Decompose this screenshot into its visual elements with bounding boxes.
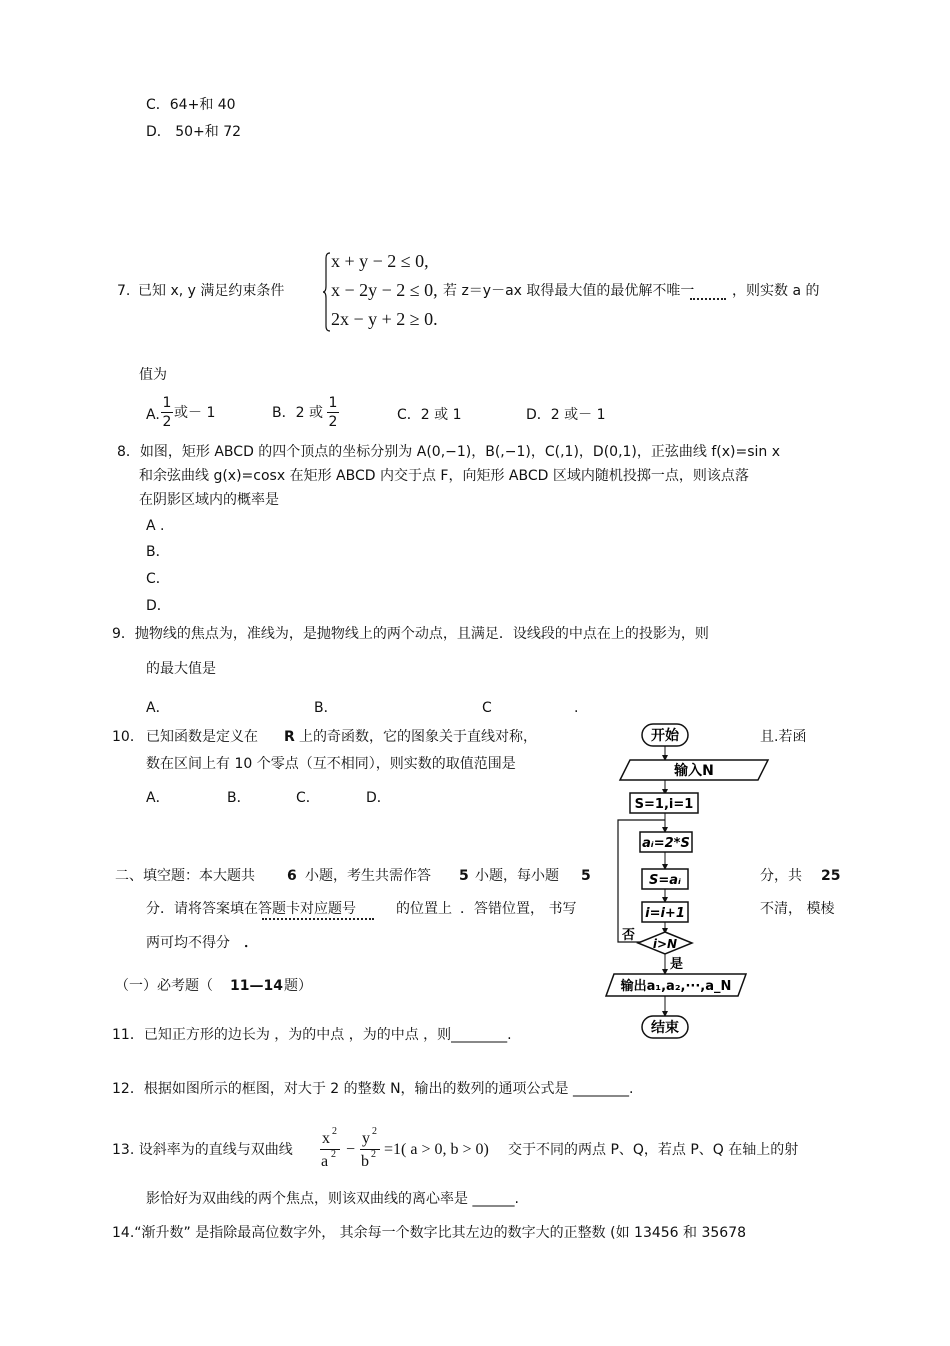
q7-option-b-fraction: 1 2 (328, 395, 338, 430)
q14-text: 14.“渐升数” 是指除最高位数字外， 其余每一个数字比其左边的数字大的正整数 (如 13456 和 35678 (112, 1225, 747, 1241)
svg-text:输出a₁,a₂,···,a_N: 输出a₁,a₂,···,a_N (620, 979, 732, 994)
q7-option-a-fraction: 1 2 (162, 395, 172, 430)
sub1-prefix: （一）必考题（ (115, 978, 213, 994)
q7-text-after-2: ，则实数 a 的 (732, 283, 820, 299)
q9-option-a: A． (146, 700, 170, 716)
q8-line-2: 和余弦曲线 g(x)=cosx 在矩形 ABCD 内交于点 F，向矩形 ABCD 区域内随机投掷一点，则该点落 (139, 468, 749, 484)
flow-init (630, 793, 698, 813)
section2-n6: 6 (287, 868, 297, 884)
svg-text:输入N: 输入N (674, 763, 714, 779)
section2-n25: 25 (821, 868, 841, 884)
flow-step-2 (642, 869, 688, 889)
section2-line3: 两可均不得分 (146, 935, 230, 951)
q7-option-c: C．2 或 1 (397, 407, 462, 423)
q10-option-d: D． (366, 790, 391, 806)
section2-line2c: ．答错位置， 书写 (460, 901, 577, 917)
flow-decision (638, 932, 692, 954)
q7-text-after: 若 z＝y－ax 取得最大值的最优解不唯一 (443, 283, 695, 299)
svg-text:S=aᵢ: S=aᵢ (649, 873, 681, 888)
flow-end (642, 1016, 688, 1038)
q13-prefix: 13. 设斜率为的直线与双曲线 (112, 1142, 293, 1158)
svg-text:S=1,i=1: S=1,i=1 (634, 797, 694, 812)
section2-line2b: 的位置上 (396, 901, 452, 917)
flowchart (600, 722, 780, 1042)
q10-line-1b: 上的奇函数，它的图象关于直线对称， (299, 729, 537, 745)
section2-part2: 小题，考生共需作答 (305, 868, 431, 884)
q13-after: 交于不同的两点 P、Q，若点 P、Q 在轴上的射 (508, 1142, 799, 1158)
option-c-q6: C．64+和 40 (146, 97, 236, 113)
q10-number: 10． (112, 729, 144, 745)
flow-step-1 (640, 832, 692, 852)
svg-text:i=i+1: i=i+1 (645, 906, 685, 921)
emphasis-dots (262, 918, 374, 920)
flow-no-label: 否 (622, 928, 636, 943)
q7-option-d: D．2 或－ 1 (526, 407, 606, 423)
flow-output (606, 974, 746, 996)
q12-text: 12．根据如图所示的框图，对大于 2 的整数 N，输出的数列的通项公式是 ________. (112, 1081, 634, 1097)
sub1-range: 11—14 (230, 978, 283, 994)
q9-option-dot: . (574, 700, 579, 716)
svg-text:i>N: i>N (652, 937, 678, 951)
option-d-q6: D． 50+和 72 (146, 124, 242, 140)
q13-line-2: 影恰好为双曲线的两个焦点，则该双曲线的离心率是 ______. (146, 1191, 519, 1207)
flow-start (642, 724, 688, 746)
section2-part1: 二、填空题：本大题共 (115, 868, 255, 884)
q8-option-a: A . (146, 518, 165, 534)
section2-line3-dot: ． (244, 935, 258, 951)
q7-option-a-suffix: 或－ 1 (174, 405, 216, 421)
q8-line-1: 8．如图，矩形 ABCD 的四个顶点的坐标分别为 A(0,−1)，B(,−1)，C(,1)，D(0,1)，正弦曲线 f(x)=sin x (117, 444, 780, 460)
q7-text-before: 已知 x, y 满足约束条件 (138, 283, 285, 299)
q8-option-c: C． (146, 571, 170, 587)
q13-hyperbola-formula: x 2 a 2 − y 2 b 2 =1( a > 0, b > 0) (321, 1126, 489, 1170)
q10-line-1c: 且.若函 (760, 729, 807, 745)
q7-constraint-3: 2x − y + 2 ≥ 0. (331, 309, 438, 329)
q7-option-a-prefix: A. (146, 407, 160, 423)
q10-line-1: 已知函数是定义在 (146, 729, 258, 745)
q10-line-2: 数在区间上有 10 个零点（互不相同），则实数的取值范围是 (146, 756, 516, 772)
emphasis-dots (690, 298, 726, 300)
section2-n5: 5 (459, 868, 469, 884)
q9-line-1: 9．抛物线的焦点为，准线为，是抛物线上的两个动点，且满足．设线段的中点在上的投影为，则 (112, 626, 709, 642)
q8-option-d: D． (146, 598, 171, 614)
q9-option-b: B． (314, 700, 338, 716)
q10-option-a: A． (146, 790, 170, 806)
q9-option-c: C (482, 700, 492, 716)
sub1-suffix: 题） (284, 978, 312, 994)
svg-text:开始: 开始 (651, 728, 679, 744)
q11-text: 11．已知正方形的边长为 ，为的中点 ，为的中点 ，则________. (112, 1027, 512, 1043)
q8-option-b: B． (146, 544, 170, 560)
q7-constraint-1: x + y − 2 ≤ 0, (331, 251, 429, 271)
q8-line-3: 在阴影区域内的概率是 (139, 492, 279, 508)
section2-part4: 分，共 (760, 868, 802, 884)
section2-part3: 小题，每小题 (475, 868, 559, 884)
q7-constraint-2: x − 2y − 2 ≤ 0, (331, 280, 438, 300)
q10-bold-r: R (284, 729, 295, 745)
q10-option-b: B． (227, 790, 251, 806)
left-brace-icon (323, 252, 331, 332)
q7-continuation: 值为 (139, 367, 167, 383)
section2-line2d: 不清， 模棱 (760, 901, 835, 917)
q10-option-c: C． (296, 790, 320, 806)
flow-step-3 (642, 902, 688, 922)
svg-text:aᵢ=2*S: aᵢ=2*S (642, 836, 690, 851)
q7-number: 7. (117, 283, 131, 299)
svg-text:结束: 结束 (651, 1020, 679, 1036)
section2-n5b: 5 (581, 868, 591, 884)
flow-yes-label: 是 (670, 957, 684, 972)
q9-line-2: 的最大值是 (146, 661, 216, 677)
q7-option-b-prefix: B．2 或 (272, 405, 323, 421)
flow-input (620, 760, 768, 780)
section2-line2a: 分．请将答案填在答题卡对应题号 (146, 901, 356, 917)
